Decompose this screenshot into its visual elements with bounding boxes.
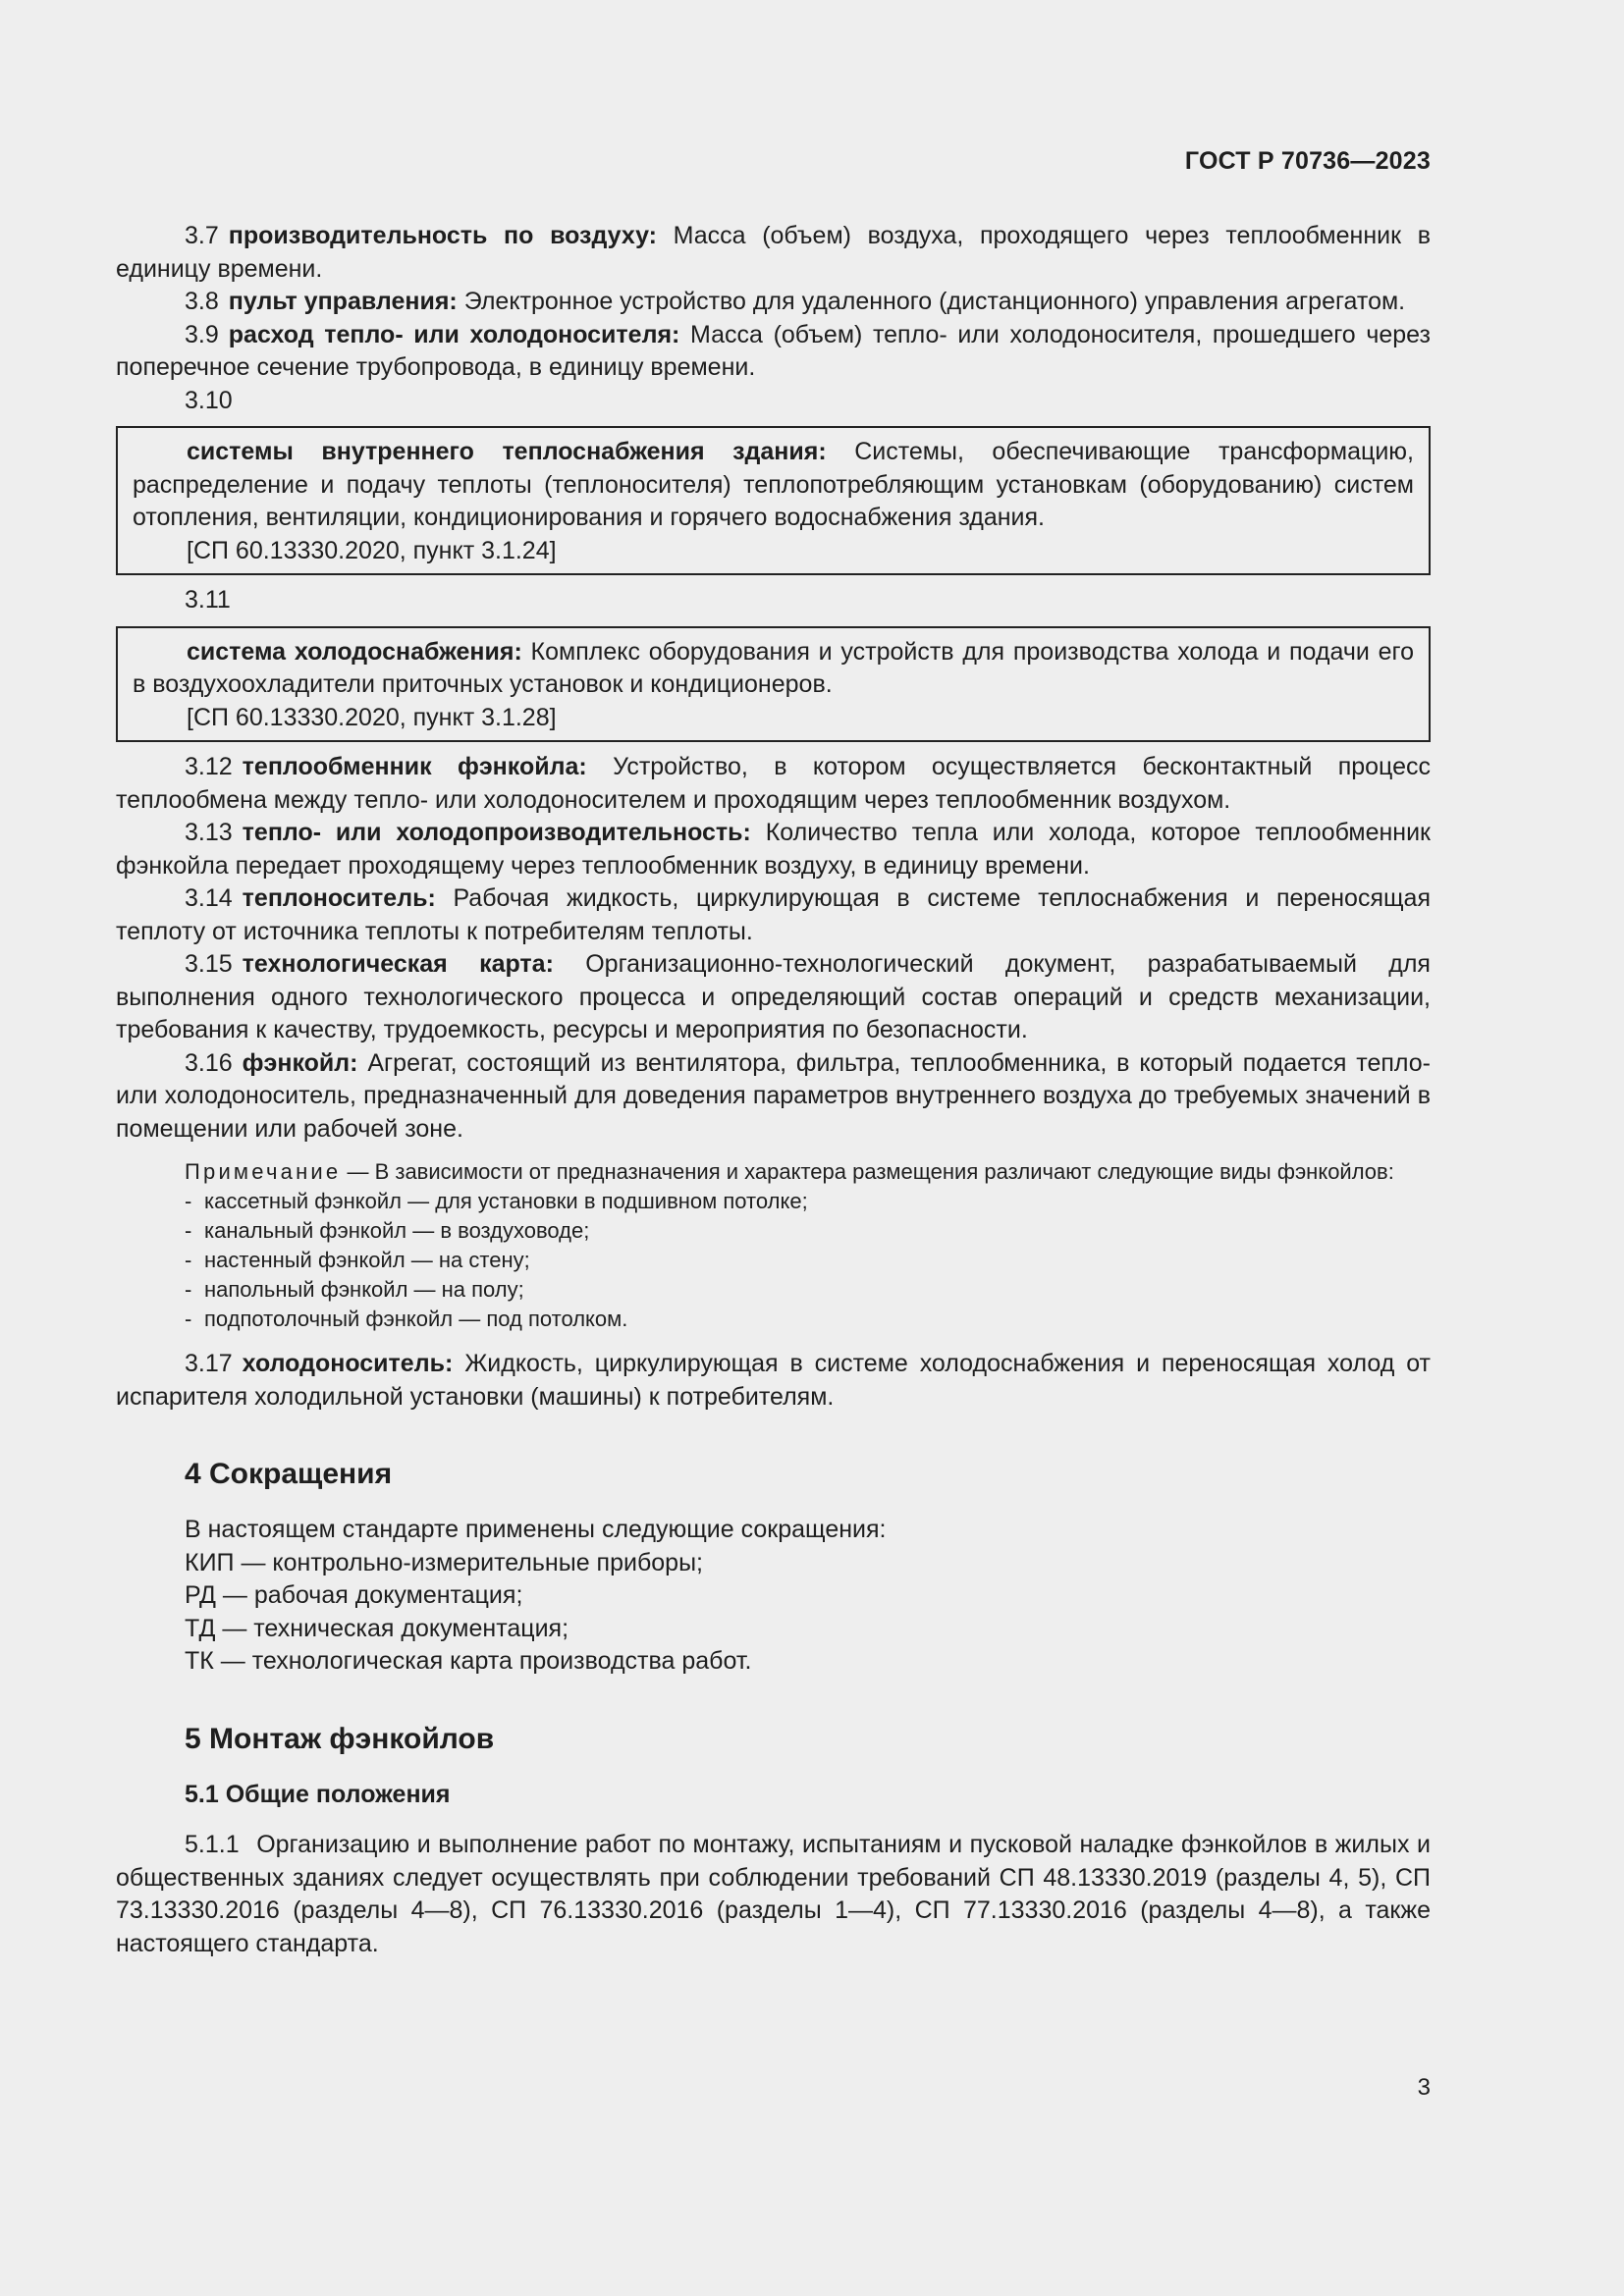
- term-3-7: [116, 220, 1431, 286]
- term-definition: Комплекс оборудования и устройств для производства холода и подачи его в воздухоохладители приточных установок и кондиционеров.: [133, 637, 1414, 698]
- list-item-text: кассетный фэнкойл — для установки в подшивном потолке;: [204, 1189, 808, 1213]
- term-number: 3.16: [185, 1048, 233, 1077]
- list-item: [116, 1246, 1431, 1275]
- term-3-15: [116, 948, 1431, 1047]
- list-item: [116, 1216, 1431, 1246]
- term-3-11: [133, 636, 1414, 702]
- term-3-10-box: [116, 426, 1431, 575]
- abbreviation-item: КИП — контрольно-измерительные приборы;: [185, 1548, 703, 1576]
- term-source: [СП 60.13330.2020, пункт 3.1.24]: [187, 536, 557, 564]
- dash-bullet: -: [185, 1248, 192, 1272]
- section-5-title: 5 Монтаж фэнкойлов: [185, 1722, 495, 1755]
- term-name: системы внутреннего теплоснабжения здания:: [187, 438, 827, 465]
- term-source: [СП 60.13330.2020, пункт 3.1.28]: [187, 703, 557, 731]
- list-item-text: напольный фэнкойл — на полу;: [204, 1277, 524, 1302]
- term-number: 3.13: [185, 819, 233, 846]
- term-definition: Электронное устройство для удаленного (дистанционного) управления агрегатом.: [457, 288, 1406, 315]
- note-intro: [116, 1157, 1431, 1187]
- list-item-text: канальный фэнкойл — в воздуховоде;: [204, 1218, 590, 1243]
- note-label: Примечание: [185, 1159, 342, 1184]
- dash-bullet: -: [185, 1218, 192, 1243]
- term-name: система холодоснабжения:: [187, 637, 522, 666]
- list-item-text: подпотолочный фэнкойл — под потолком.: [204, 1307, 628, 1331]
- term-name: холодоноситель:: [242, 1350, 454, 1377]
- document-body: [116, 220, 1431, 1960]
- abbreviation-item: РД — рабочая документация;: [185, 1581, 523, 1609]
- term-number: 3.9: [185, 320, 219, 348]
- term-number: 3.14: [185, 884, 233, 912]
- term-definition: Масса (объем) тепло- или холодоносителя, прошедшего через поперечное сечение трубопровода, в единицу времени.: [116, 320, 1431, 381]
- term-definition: Масса (объем) воздуха, проходящего через теплообменник в единицу времени.: [116, 222, 1431, 283]
- term-3-14: [116, 882, 1431, 948]
- term-number: 3.8: [185, 288, 219, 315]
- term-3-10: [133, 436, 1414, 535]
- note-text: — В зависимости от предназначения и характера размещения различают следующие виды фэнкойлов:: [341, 1159, 1394, 1184]
- page-number: 3: [1417, 2074, 1431, 2101]
- term-definition: Количество тепла или холода, которое теплообменник фэнкойла передает проходящему через теплообменник воздуху, в единицу времени.: [116, 819, 1431, 880]
- term-definition: Жидкость, циркулирующая в системе холодоснабжения и переносящая холод от испарителя холодильной установки (машины) к потребителям.: [116, 1350, 1431, 1411]
- term-number: 3.15: [185, 950, 233, 978]
- document-code: ГОСТ Р 70736—2023: [1184, 147, 1431, 175]
- term-definition: Агрегат, состоящий из вентилятора, фильтра, теплообменника, в который подается тепло- или холодоноситель, предназначенный для доведения параметров внутреннего воздуха до требуемых значений в помещении или рабочей зоне.: [116, 1048, 1431, 1143]
- term-name: фэнкойл:: [242, 1048, 358, 1077]
- dash-bullet: -: [185, 1307, 192, 1331]
- term-name: пульт управления:: [228, 288, 458, 315]
- term-name: теплоноситель:: [242, 884, 436, 912]
- abbreviations-intro: В настоящем стандарте применены следующие сокращения:: [185, 1516, 887, 1543]
- term-3-17: [116, 1348, 1431, 1414]
- term-name: теплообменник фэнкойла:: [242, 753, 587, 780]
- list-item-text: настенный фэнкойл — на стену;: [204, 1248, 530, 1272]
- list-item: [116, 1275, 1431, 1305]
- paragraph-number: 5.1.1: [185, 1831, 240, 1858]
- abbreviation-item: ТК — технологическая карта производства работ.: [185, 1647, 752, 1675]
- term-name: расход тепло- или холодоносителя:: [228, 320, 680, 348]
- term-number: 3.12: [185, 753, 233, 780]
- term-definition: Рабочая жидкость, циркулирующая в системе теплоснабжения и переносящая теплоту от источника теплоты к потребителям теплоты.: [116, 884, 1431, 945]
- dash-bullet: -: [185, 1189, 192, 1213]
- term-3-9: [116, 319, 1431, 385]
- term-3-10-number: 3.10: [185, 386, 233, 414]
- subsection-5-1-title: 5.1 Общие положения: [185, 1780, 451, 1808]
- term-3-11-box: [116, 626, 1431, 743]
- term-number: 3.7: [185, 222, 219, 249]
- term-name: производительность по воздуху:: [228, 222, 657, 249]
- paragraph-5-1-1: [116, 1829, 1431, 1960]
- term-3-12: [116, 751, 1431, 817]
- dash-bullet: -: [185, 1277, 192, 1302]
- term-3-11-number: 3.11: [185, 586, 231, 614]
- paragraph-text: Организацию и выполнение работ по монтажу, испытаниям и пусковой наладке фэнкойлов в жилых и общественных зданиях следует осуществлять при соблюдении требований СП 48.13330.2019 (разделы 4, 5), СП 73.13330.2016 (разделы 4—8), СП 76.13330.2016 (разделы 1—4), СП 77.13330.2016 (разделы 4—8), а также настоящего стандарта.: [116, 1831, 1431, 1957]
- term-name: тепло- или холодопроизводительность:: [242, 819, 751, 846]
- term-3-16: [116, 1047, 1431, 1147]
- note-block: [116, 1157, 1431, 1334]
- section-4-title: 4 Сокращения: [185, 1458, 393, 1490]
- list-item: [116, 1305, 1431, 1334]
- note-list: [116, 1187, 1431, 1334]
- term-definition: Организационно-технологический документ, разрабатываемый для выполнения одного технологического процесса и определяющий состав операций и средств механизации, требования к качеству, трудоемкость, ресурсы и мероприятия по безопасности.: [116, 950, 1431, 1043]
- term-definition: Устройство, в котором осуществляется бесконтактный процесс теплообмена между тепло- или холодоносителем и проходящим через теплообменник воздухом.: [116, 753, 1431, 814]
- list-item: [116, 1187, 1431, 1216]
- term-3-8: [116, 286, 1431, 319]
- term-number: 3.17: [185, 1350, 233, 1377]
- term-3-13: [116, 817, 1431, 882]
- term-definition: Системы, обеспечивающие трансформацию, распределение и подачу теплоты (теплоносителя) теплопотребляющим установкам (оборудованию) систем отопления, вентиляции, кондиционирования и горячего водоснабжения здания.: [133, 438, 1414, 531]
- abbreviation-item: ТД — техническая документация;: [185, 1614, 569, 1642]
- term-name: технологическая карта:: [242, 950, 554, 978]
